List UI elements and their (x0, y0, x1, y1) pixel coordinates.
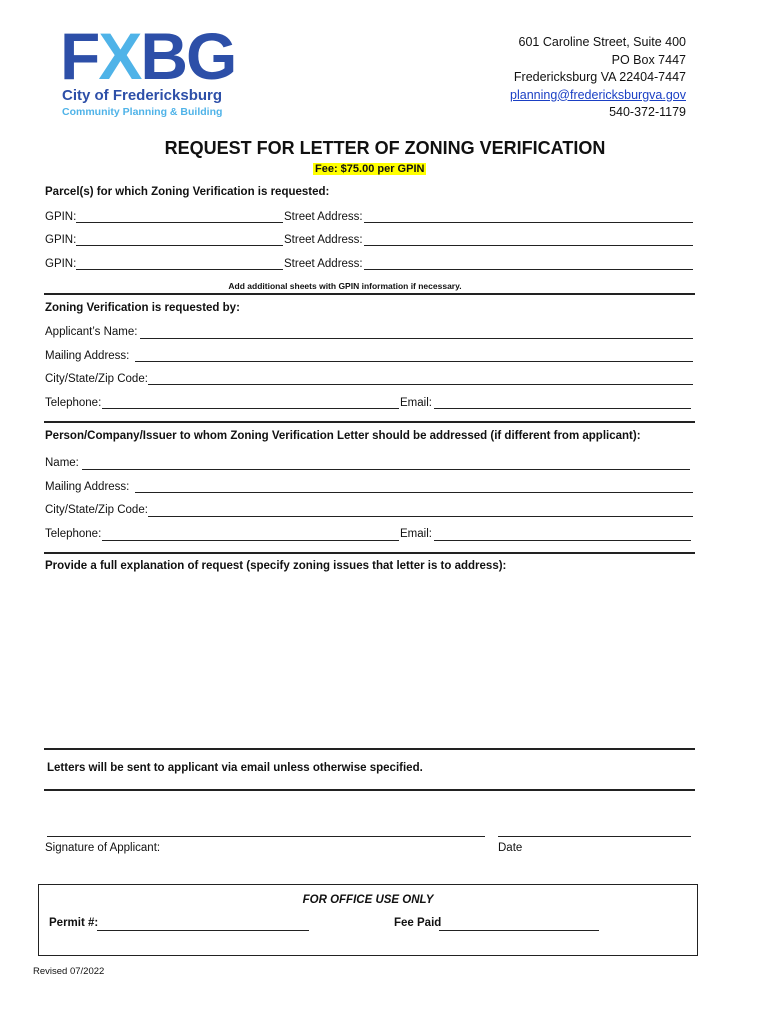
gpin-label-2: GPIN: (45, 234, 77, 246)
office-use-box (38, 884, 698, 956)
applicant-telephone-label: Telephone: (45, 397, 102, 409)
gpin-label-3: GPIN: (45, 258, 77, 270)
explanation-text-area[interactable] (44, 578, 695, 746)
address-line-2: PO Box 7447 (611, 52, 686, 67)
addressee-mailing-label: Mailing Address: (45, 481, 130, 493)
addressee-email-field[interactable] (434, 540, 691, 541)
street-label-1: Street Address: (284, 211, 363, 223)
address-line-1: 601 Caroline Street, Suite 400 (518, 35, 686, 49)
applicant-telephone-field[interactable] (102, 408, 399, 409)
applicant-email-field[interactable] (434, 408, 691, 409)
logo-letter-x: X (98, 19, 141, 93)
requested-by-heading: Zoning Verification is requested by: (45, 302, 240, 314)
logo-letter-g: G (186, 19, 236, 93)
parcels-heading: Parcel(s) for which Zoning Verification is requested: (45, 186, 330, 198)
contact-address-block (510, 34, 686, 122)
addressee-name-field[interactable] (82, 469, 690, 470)
logo-letter-f: F (60, 19, 99, 93)
addressee-telephone-field[interactable] (102, 540, 399, 541)
section-divider-1 (44, 293, 695, 295)
section-divider-3 (44, 552, 695, 554)
fee-highlight: Fee: $75.00 per GPIN (315, 163, 425, 175)
addressee-email-label: Email: (400, 528, 432, 540)
gpin-field-3[interactable] (76, 269, 283, 270)
revision-date: Revised 07/2022 (33, 966, 105, 977)
fee-paid-field[interactable] (439, 930, 599, 931)
addressee-mailing-field[interactable] (135, 492, 693, 493)
signature-label: Signature of Applicant: (45, 842, 161, 854)
applicant-email-label: Email: (400, 397, 432, 409)
street-field-1[interactable] (364, 222, 693, 223)
section-divider-4 (44, 748, 695, 750)
addressee-telephone-label: Telephone: (45, 528, 102, 540)
applicant-city-field[interactable] (148, 384, 693, 385)
fxbg-logo (60, 19, 240, 121)
fee-paid-label: Fee Paid (394, 917, 442, 929)
addressee-city-field[interactable] (148, 516, 693, 517)
applicant-mailing-label: Mailing Address: (45, 350, 130, 362)
street-label-2: Street Address: (284, 234, 363, 246)
street-field-3[interactable] (364, 269, 693, 270)
additional-sheets-note: Add additional sheets with GPIN information if necessary. (228, 281, 462, 291)
addressee-name-label: Name: (45, 457, 79, 469)
date-label: Date (498, 842, 523, 854)
applicant-mailing-field[interactable] (135, 361, 693, 362)
logo-wordmark (60, 19, 236, 93)
logo-department: Community Planning & Building (62, 106, 223, 118)
contact-email-link[interactable]: planning@fredericksburgva.gov (510, 87, 686, 102)
applicant-name-field[interactable] (140, 338, 693, 339)
signature-field[interactable] (47, 836, 485, 837)
addressee-city-label: City/State/Zip Code: (45, 504, 148, 516)
applicant-name-label: Applicant’s Name: (45, 326, 138, 338)
contact-phone: 540-372-1179 (609, 105, 686, 119)
form-title: REQUEST FOR LETTER OF ZONING VERIFICATION (164, 138, 606, 158)
delivery-note: Letters will be sent to applicant via email unless otherwise specified. (47, 762, 423, 774)
address-line-3: Fredericksburg VA 22404-7447 (513, 70, 686, 84)
permit-field[interactable] (97, 930, 309, 931)
section-divider-5 (44, 789, 695, 791)
explanation-heading: Provide a full explanation of request (specify zoning issues that letter is to address): (45, 560, 507, 572)
section-divider-2 (44, 421, 695, 423)
permit-label: Permit #: (49, 917, 99, 929)
gpin-field-1[interactable] (76, 222, 283, 223)
street-field-2[interactable] (364, 245, 693, 246)
applicant-city-label: City/State/Zip Code: (45, 373, 148, 385)
gpin-label-1: GPIN: (45, 211, 77, 223)
date-field[interactable] (498, 836, 691, 837)
addressee-heading: Person/Company/Issuer to whom Zoning Verification Letter should be addressed (if different from applicant): (45, 430, 641, 442)
gpin-field-2[interactable] (76, 245, 283, 246)
logo-letter-b: B (140, 19, 187, 93)
office-use-title: FOR OFFICE USE ONLY (302, 894, 434, 906)
street-label-3: Street Address: (284, 258, 363, 270)
logo-city-name: City of Fredericksburg (62, 87, 223, 104)
